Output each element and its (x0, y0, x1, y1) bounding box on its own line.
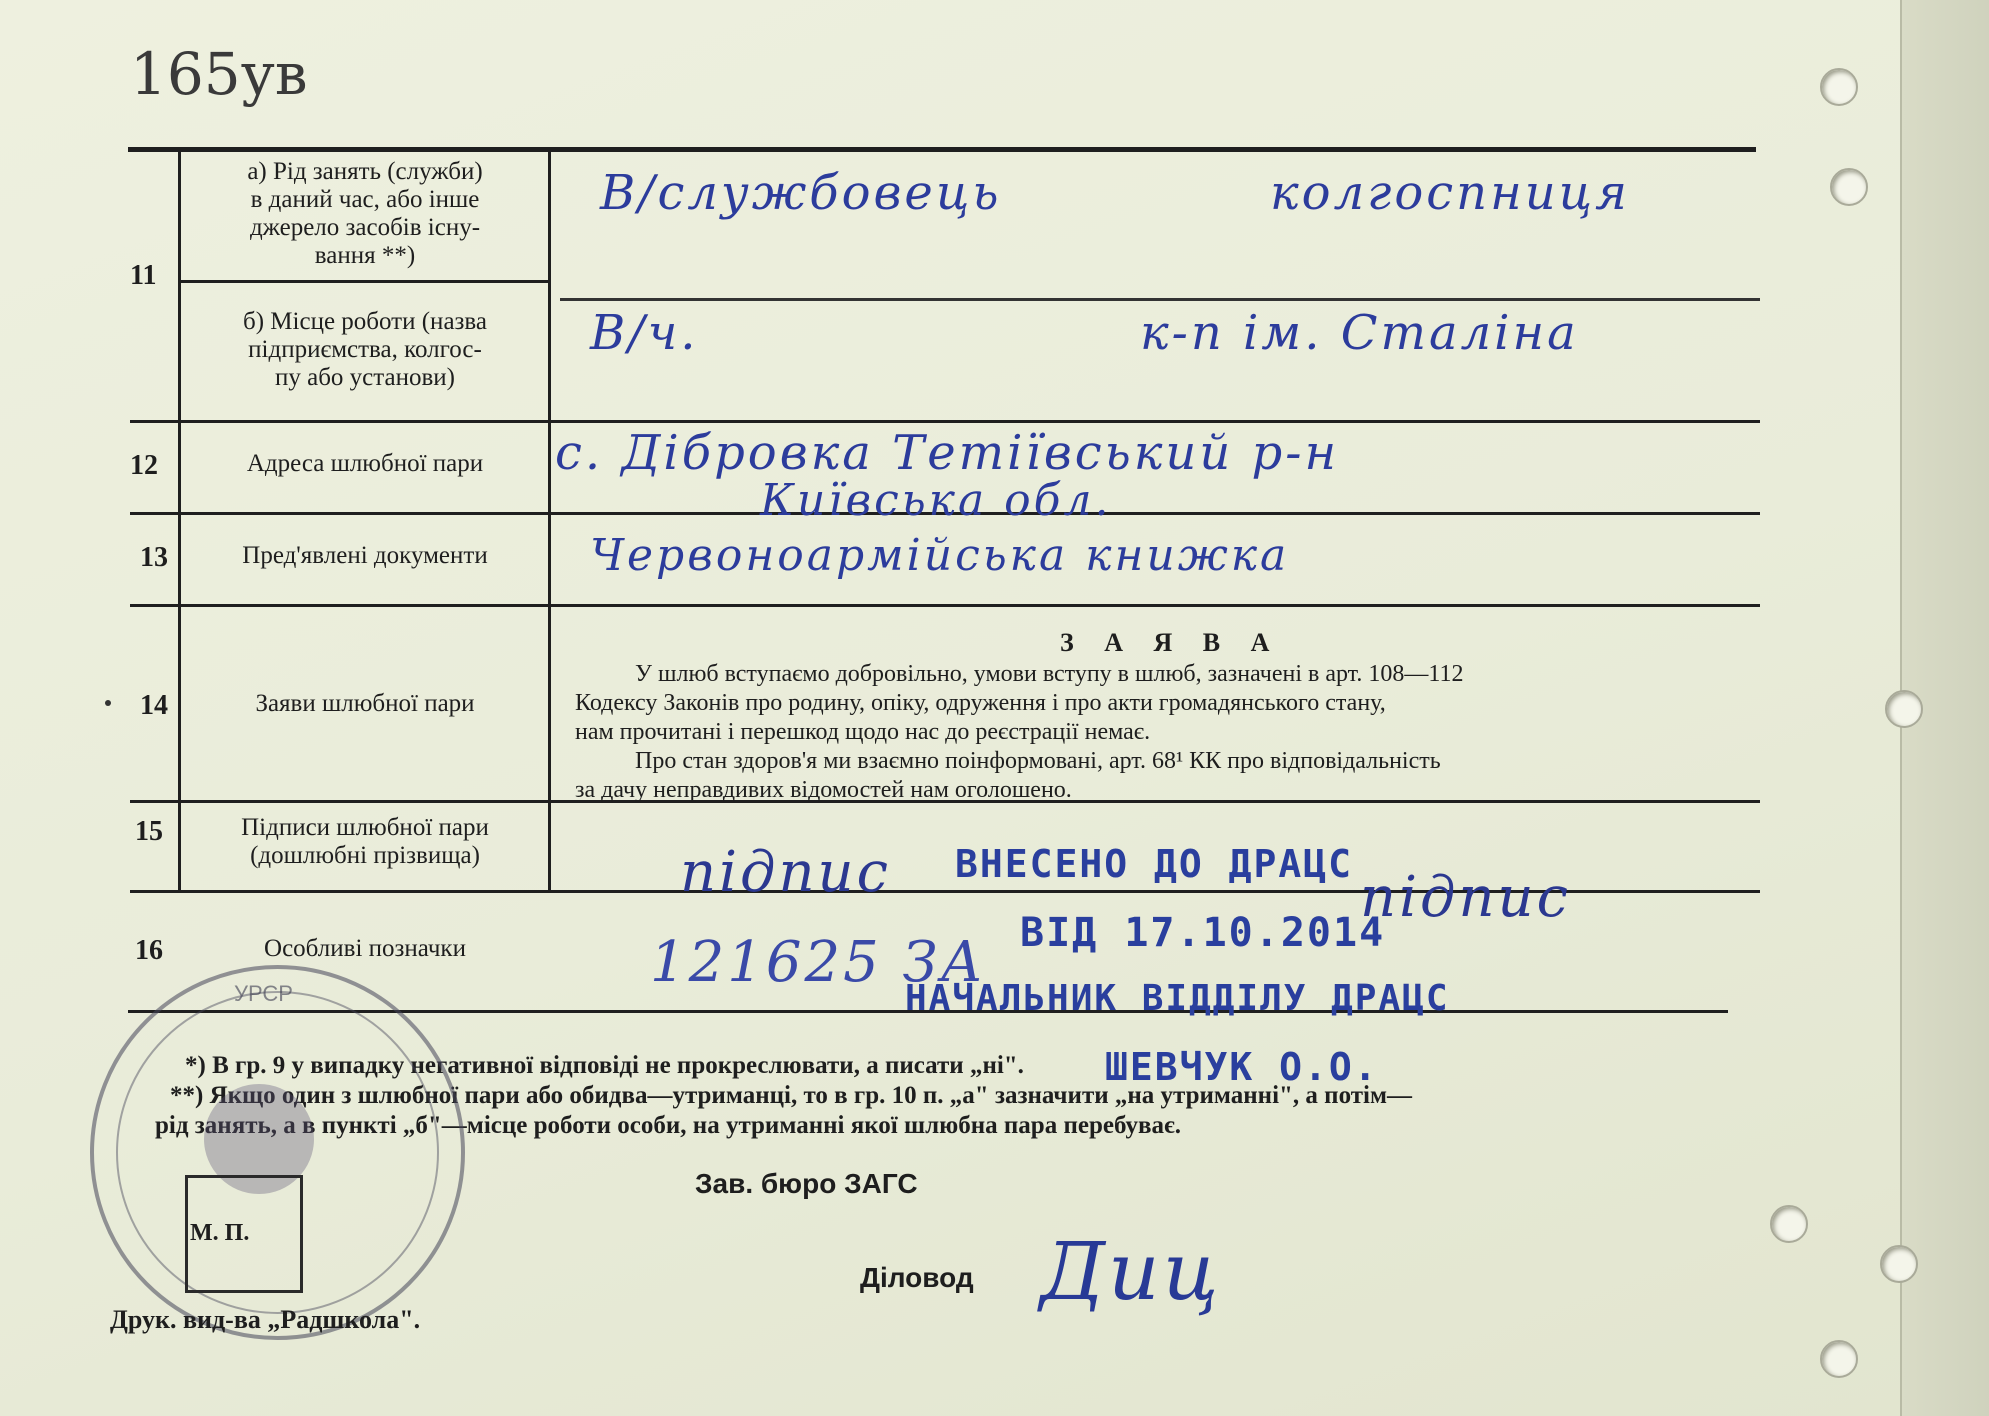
row-12-number: 12 (130, 450, 158, 481)
statement-text (575, 660, 1745, 805)
row-16-label: Особливі позначки (264, 935, 466, 962)
statement-title: З А Я В А (1060, 628, 1282, 657)
row-15-signature-right: підпис (1360, 865, 1571, 930)
registry-stamp-line-3: НАЧАЛЬНИК ВІДДІЛУ ДРАЦС (905, 978, 1450, 1019)
statement-line-3: нам прочитані і перешкод щодо нас до реєстрації немає. (575, 719, 1151, 745)
row-11-split-line (180, 280, 550, 283)
row-11-bottom-line (130, 420, 1760, 423)
row-13-number: 13 (140, 542, 168, 573)
row-11-number: 11 (130, 260, 157, 291)
row-12-label: Адреса шлюбної пари (246, 450, 484, 477)
row-12-value-line1: с. Дібровка Тетіївський р-н (555, 425, 1340, 481)
archive-number: 165ув (130, 40, 308, 108)
row-11-value-split-line (560, 298, 1760, 301)
punch-hole-3 (1885, 690, 1923, 728)
table-label-column-line (548, 150, 551, 890)
punch-hole-5 (1880, 1245, 1918, 1283)
row-16-number: 16 (135, 935, 163, 966)
row-15-label: Підписи шлюбної пари (дошлюбні прізвища) (241, 814, 489, 869)
punch-hole-1 (1820, 68, 1858, 106)
row-11a-value-right: колгоспниця (1270, 165, 1630, 221)
registry-stamp-line-4: ШЕВЧУК О.О. (1105, 1045, 1379, 1089)
row-15-number: 15 (135, 816, 163, 847)
seal-mark-label: М. П. (190, 1220, 250, 1246)
row-12-value-line2: Київська обл. (760, 475, 1112, 526)
head-of-office-label: Зав. бюро ЗАГС (695, 1168, 918, 1199)
footnote-1: *) В гр. 9 у випадку негативної відповіді не прокреслювати, а писати „ні". (185, 1052, 1024, 1079)
row-13-value: Червоноармійська книжка (590, 530, 1290, 581)
row-11a-value-left: В/службовець (600, 165, 1002, 221)
row-11b-label: б) Місце роботи (назва підприємства, колгос- пу або установи) (243, 308, 487, 391)
table-num-column-line (178, 150, 181, 890)
statement-line-5: за дачу неправдивих відомостей нам оголошено. (575, 777, 1072, 803)
row-11a-label: а) Рід занять (служби) в даний час, або інше джерело засобів існу- вання **) (247, 158, 483, 269)
statement-line-2: Кодексу Законів про родину, опіку, одруження і про акти громадянського стану, (575, 690, 1386, 716)
row-16-note: 121625 ЗА (650, 930, 986, 995)
row-15-signature-left: підпис (680, 840, 891, 905)
punch-hole-4 (1770, 1205, 1808, 1243)
row-14-number: 14 (140, 690, 168, 721)
row-11b-value-right: к-п ім. Сталіна (1140, 305, 1579, 361)
punch-hole-6 (1820, 1340, 1858, 1378)
seal-text: УРСР (234, 981, 293, 1006)
row-11b-value-left: В/ч. (590, 305, 699, 361)
table-top-border (128, 147, 1756, 152)
registry-stamp-line-1: ВНЕСЕНО ДО ДРАЦС (955, 842, 1354, 886)
row-13-bottom-line (130, 604, 1760, 607)
punch-hole-2 (1830, 168, 1868, 206)
statement-line-4: Про стан здоров'я ми взаємно поінформовані, арт. 68¹ КК про відповідальність (635, 748, 1441, 774)
row-14-label: Заяви шлюбної пари (255, 690, 475, 717)
row-13-label: Пред'явлені документи (242, 542, 488, 569)
footnote-3: рід занять, а в пункті „б"—місце роботи особи, на утриманні якої шлюбна пара перебуває. (155, 1112, 1182, 1139)
margin-dot (105, 700, 111, 706)
clerk-signature: Диц (1040, 1225, 1222, 1318)
printer-imprint: Друк. вид-ва „Радшкола". (110, 1305, 421, 1334)
registry-stamp-line-2: ВІД 17.10.2014 (1020, 910, 1386, 956)
statement-line-1: У шлюб вступаємо добровільно, умови вступу в шлюб, зазначені в арт. 108—112 (635, 661, 1464, 687)
clerk-label: Діловод (860, 1262, 974, 1293)
footnote-2: **) Якщо один з шлюбної пари або обидва—утриманці, то в гр. 10 п. „а" зазначити „на утриманні", а потім— (170, 1082, 1412, 1109)
